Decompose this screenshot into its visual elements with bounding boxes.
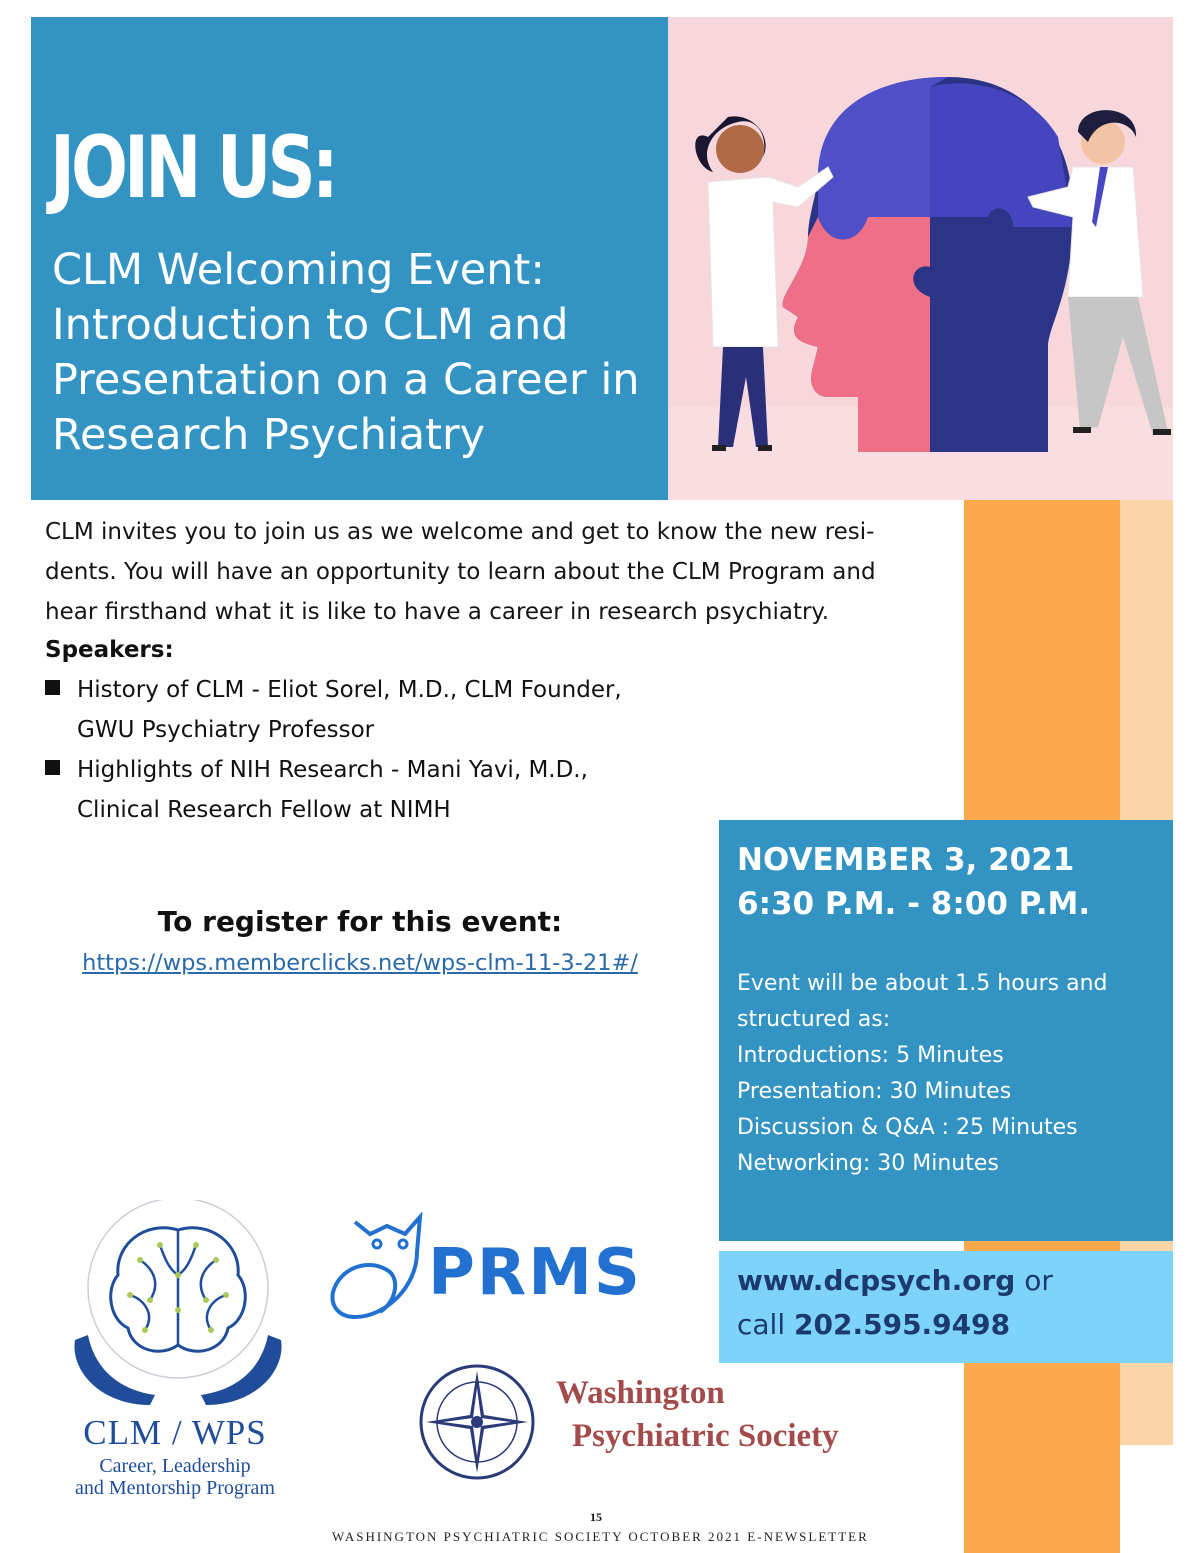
event-details-box — [719, 820, 1173, 1241]
speaker-item — [45, 750, 588, 830]
contact-call: call — [737, 1308, 795, 1341]
event-date: NOVEMBER 3, 2021 — [737, 842, 1075, 878]
event-title: CLM Welcoming Event: Introduction to CLM and Presentation on a Career in Research Psychiatry — [52, 245, 640, 460]
contact-box — [719, 1251, 1173, 1363]
headline: JOIN US: — [50, 118, 335, 218]
page-number: 15 — [590, 1510, 602, 1524]
clm-logo-name: CLM / WPS — [83, 1413, 267, 1452]
schedule-item: Presentation: 30 Minutes — [737, 1079, 1012, 1104]
clm-logo-subtitle: and Mentorship Program — [75, 1477, 275, 1499]
prms-logo-text: PRMS — [428, 1236, 642, 1310]
speaker-line: Highlights of NIH Research - Mani Yavi, M.D., — [77, 757, 588, 783]
footer-text: WASHINGTON PSYCHIATRIC SOCIETY OCTOBER 2021 E-NEWSLETTER — [332, 1529, 869, 1544]
hero-illustration — [668, 17, 1173, 500]
event-time: 6:30 P.M. - 8:00 P.M. — [737, 886, 1091, 922]
speaker-line: GWU Psychiatry Professor — [77, 717, 375, 743]
clm-logo-subtitle: Career, Leadership — [99, 1455, 251, 1477]
speaker-item — [45, 670, 622, 750]
speakers-heading: Speakers: — [45, 637, 174, 663]
puzzle-head-illustration — [668, 17, 1173, 500]
schedule-item: Networking: 30 Minutes — [737, 1151, 999, 1176]
square-bullet-icon — [45, 760, 60, 775]
wps-logo-name: Washington — [556, 1375, 725, 1411]
contact-or: or — [1015, 1264, 1053, 1297]
schedule-item: Introductions: 5 Minutes — [737, 1043, 1004, 1068]
register-link[interactable]: https://wps.memberclicks.net/wps-clm-11-3-21#/ — [82, 950, 638, 976]
schedule-intro: Event will be about 1.5 hours and structured as: — [737, 971, 1108, 1032]
intro-paragraph: CLM invites you to join us as we welcome and get to know the new resi-dents. You will have an opportunity to learn about the CLM Program and hear firsthand what it is like to have a career in research psychiatry. — [45, 519, 876, 625]
website-link[interactable]: www.dcpsych.org — [737, 1264, 1016, 1297]
wps-logo-name: Psychiatric Society — [572, 1418, 839, 1454]
schedule-item: Discussion & Q&A : 25 Minutes — [737, 1115, 1078, 1140]
wps-seal-logo — [418, 1363, 536, 1481]
square-bullet-icon — [45, 680, 60, 695]
speaker-line: History of CLM - Eliot Sorel, M.D., CLM Founder, — [77, 677, 622, 703]
register-heading: To register for this event: — [157, 905, 563, 938]
speaker-line: Clinical Research Fellow at NIMH — [77, 797, 451, 823]
phone-number[interactable]: 202.595.9498 — [794, 1308, 1011, 1341]
